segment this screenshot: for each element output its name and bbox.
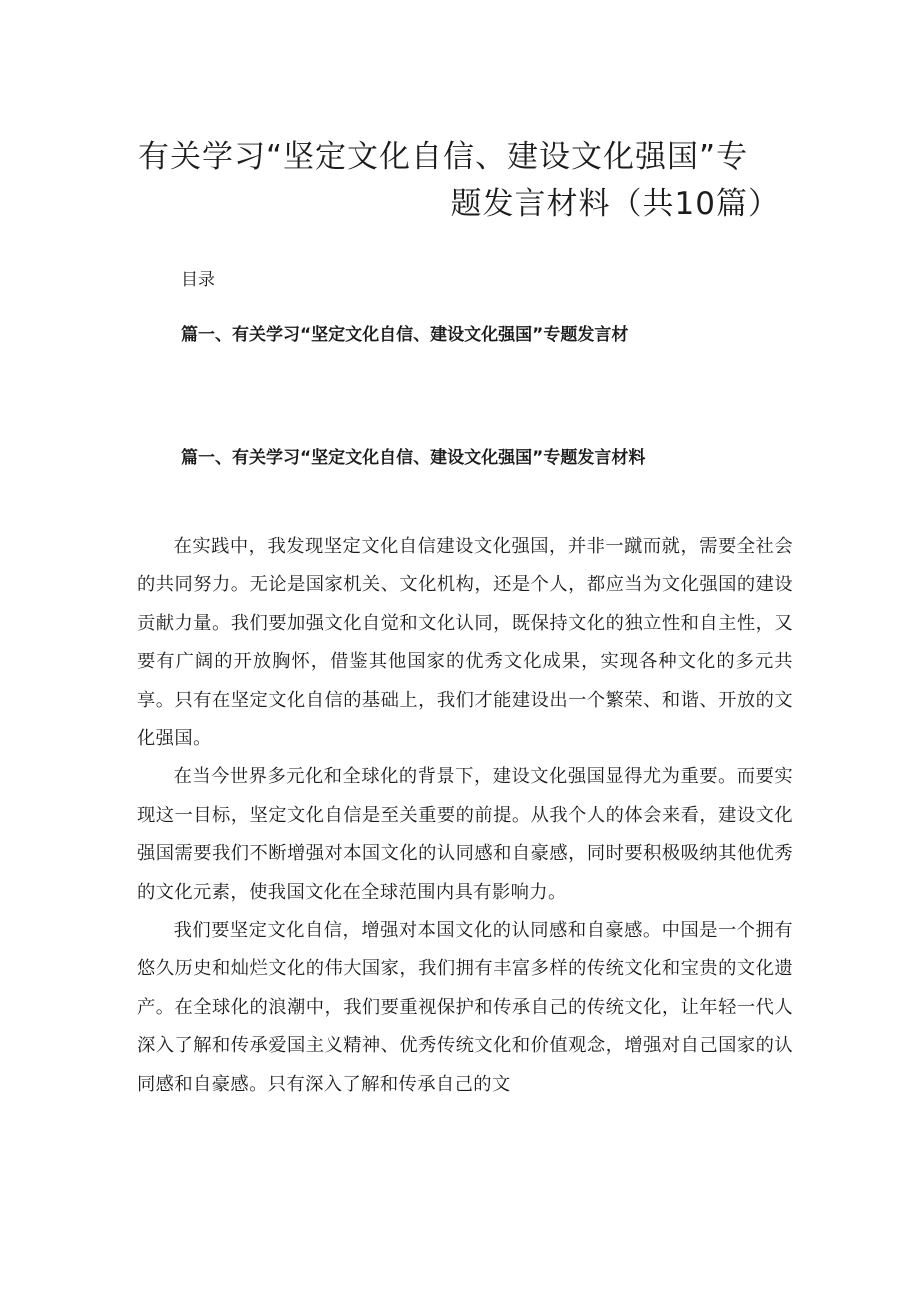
toc-label: 目录 (181, 270, 215, 290)
paragraph: 我们要坚定文化自信，增强对本国文化的认同感和自豪感。中国是一个拥有悠久历史和灿烂文化的伟大国家，我们拥有丰富多样的传统文化和宝贵的文化遗产。在全球化的浪潮中，我们要重视保护和传承自己的传统文化，让年轻一代人深入了解和传承爱国主义精神、优秀传统文化和价值观念，增强对自己国家的认同感和自豪感。只有深入了解和传承自己的文 (137, 920, 793, 1095)
body-text (137, 528, 793, 1104)
toc-item[interactable]: 篇一、有关学习“坚定文化自信、建设文化强国”专题发言材 (181, 325, 629, 345)
document-title-line-2: 题发言材料（共10篇） (450, 186, 780, 222)
paragraph: 在当今世界多元化和全球化的背景下，建设文化强国显得尤为重要。而要实现这一目标，坚定文化自信是至关重要的前提。从我个人的体会来看，建设文化强国需要我们不断增强对本国文化的认同感和自豪感，同时要积极吸纳其他优秀的文化元素，使我国文化在全球范围内具有影响力。 (137, 766, 793, 903)
document-title-line-1: 有关学习“坚定文化自信、建设文化强国”专 (138, 139, 749, 175)
paragraph: 在实践中，我发现坚定文化自信建设文化强国，并非一蹴而就，需要全社会的共同努力。无论是国家机关、文化机构，还是个人，都应当为文化强国的建设贡献力量。我们要加强文化自觉和文化认同，既保持文化的独立性和自主性，又要有广阔的开放胸怀，借鉴其他国家的优秀文化成果，实现各种文化的多元共享。只有在坚定文化自信的基础上，我们才能建设出一个繁荣、和谐、开放的文化强国。 (137, 536, 793, 750)
section-heading: 篇一、有关学习“坚定文化自信、建设文化强国”专题发言材料 (181, 448, 646, 468)
document-title (120, 134, 800, 228)
